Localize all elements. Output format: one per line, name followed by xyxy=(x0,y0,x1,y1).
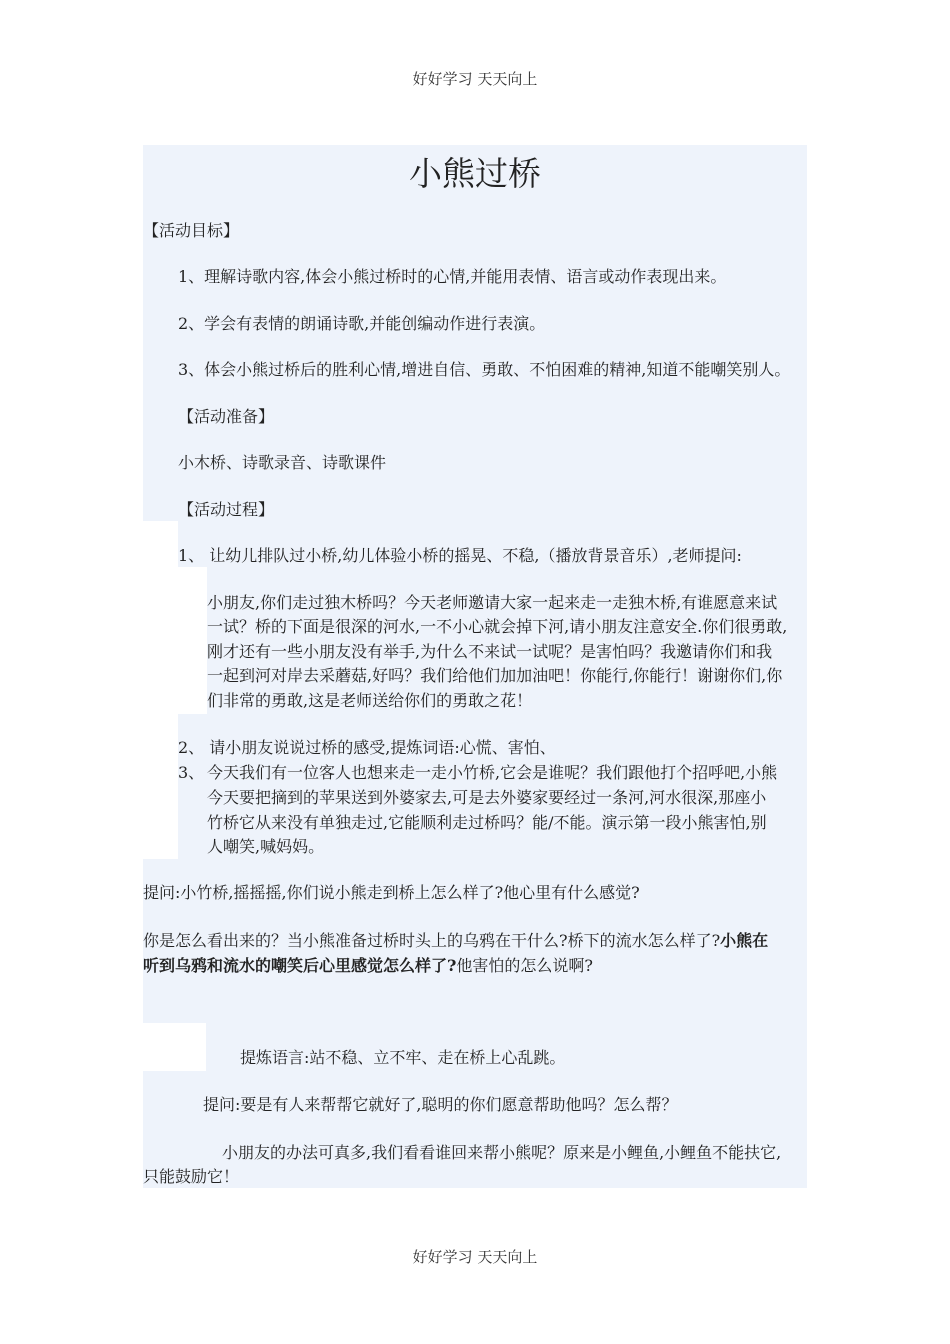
step-3-line: 人嘲笑,喊妈妈。 xyxy=(207,837,325,856)
question-2-line-2 xyxy=(143,953,593,978)
dialogue-line: 们非常的勇敢,这是老师送给你们的勇敢之花！ xyxy=(207,691,533,710)
page-title: 小熊过桥 xyxy=(409,154,541,193)
refined-language: 提炼语言:站不稳、立不牢、走在桥上心乱跳。 xyxy=(240,1048,566,1067)
step-2: 2、 请小朋友说说过桥的感受,提炼词语:心慌、害怕、 xyxy=(178,738,556,757)
page-footer: 好好学习 天天向上 xyxy=(412,1248,538,1266)
prep-heading: 【活动准备】 xyxy=(178,407,275,426)
step-3-line: 今天我们有一位客人也想来走一走小竹桥,它会是谁呢？我们跟他打个招呼吧,小熊 xyxy=(207,763,778,782)
question-3: 提问:要是有人来帮帮它就好了,聪明的你们愿意帮助他吗？怎么帮？ xyxy=(203,1095,678,1114)
question-2-line-1 xyxy=(143,928,768,953)
goal-item: 2、学会有表情的朗诵诗歌,并能创编动作进行表演。 xyxy=(178,314,546,333)
dialogue-line: 一试？桥的下面是很深的河水,一不小心就会掉下河,请小朋友注意安全.你们很勇敢, xyxy=(207,617,788,636)
final-paragraph-line-1: 小朋友的办法可真多,我们看看谁回来帮小熊呢？原来是小鲤鱼,小鲤鱼不能扶它, xyxy=(222,1143,782,1162)
question-1: 提问:小竹桥,摇摇摇,你们说小熊走到桥上怎么样了?他心里有什么感觉? xyxy=(143,883,640,902)
step-1: 1、 让幼儿排队过小桥,幼儿体验小桥的摇晃、不稳,（播放背景音乐）,老师提问: xyxy=(178,546,742,565)
step-3-line: 竹桥它从来没有单独走过,它能顺利走过桥吗？能/不能。演示第一段小熊害怕,别 xyxy=(207,813,767,832)
step-3-line: 今天要把摘到的苹果送到外婆家去,可是去外婆家要经过一条河,河水很深,那座小 xyxy=(207,788,767,807)
dialogue-line: 小朋友,你们走过独木桥吗？今天老师邀请大家一起来走一走独木桥,有谁愿意来试 xyxy=(207,593,778,612)
question-2-text: 他害怕的怎么说啊? xyxy=(456,956,593,975)
goal-item: 1、理解诗歌内容,体会小熊过桥时的心情,并能用表情、语言或动作表现出来。 xyxy=(178,267,727,286)
question-2-emphasis: 听到乌鸦和流水的嘲笑后心里感觉怎么样了? xyxy=(143,956,457,975)
highlight-block xyxy=(143,1071,807,1188)
step-3-number: 3、 xyxy=(178,763,205,782)
process-heading: 【活动过程】 xyxy=(178,500,275,519)
question-2-text: 你是怎么看出来的？当小熊准备过桥时头上的乌鸦在干什么?桥下的流水怎么样了? xyxy=(143,931,721,950)
final-paragraph-line-2: 只能鼓励它！ xyxy=(143,1167,240,1186)
prep-text: 小木桥、诗歌录音、诗歌课件 xyxy=(178,453,387,472)
dialogue-line: 刚才还有一些小朋友没有举手,为什么不来试一试呢？是害怕吗？我邀请你们和我 xyxy=(207,642,773,661)
dialogue-line: 一起到河对岸去采蘑菇,好吗？我们给他们加加油吧！你能行,你能行！谢谢你们,你 xyxy=(207,666,783,685)
goal-item: 3、体会小熊过桥后的胜利心情,增进自信、勇敢、不怕困难的精神,知道不能嘲笑别人。 xyxy=(178,360,791,379)
goals-heading: 【活动目标】 xyxy=(143,221,240,240)
question-2-emphasis: 小熊在 xyxy=(720,931,769,950)
page-header: 好好学习 天天向上 xyxy=(412,70,538,88)
